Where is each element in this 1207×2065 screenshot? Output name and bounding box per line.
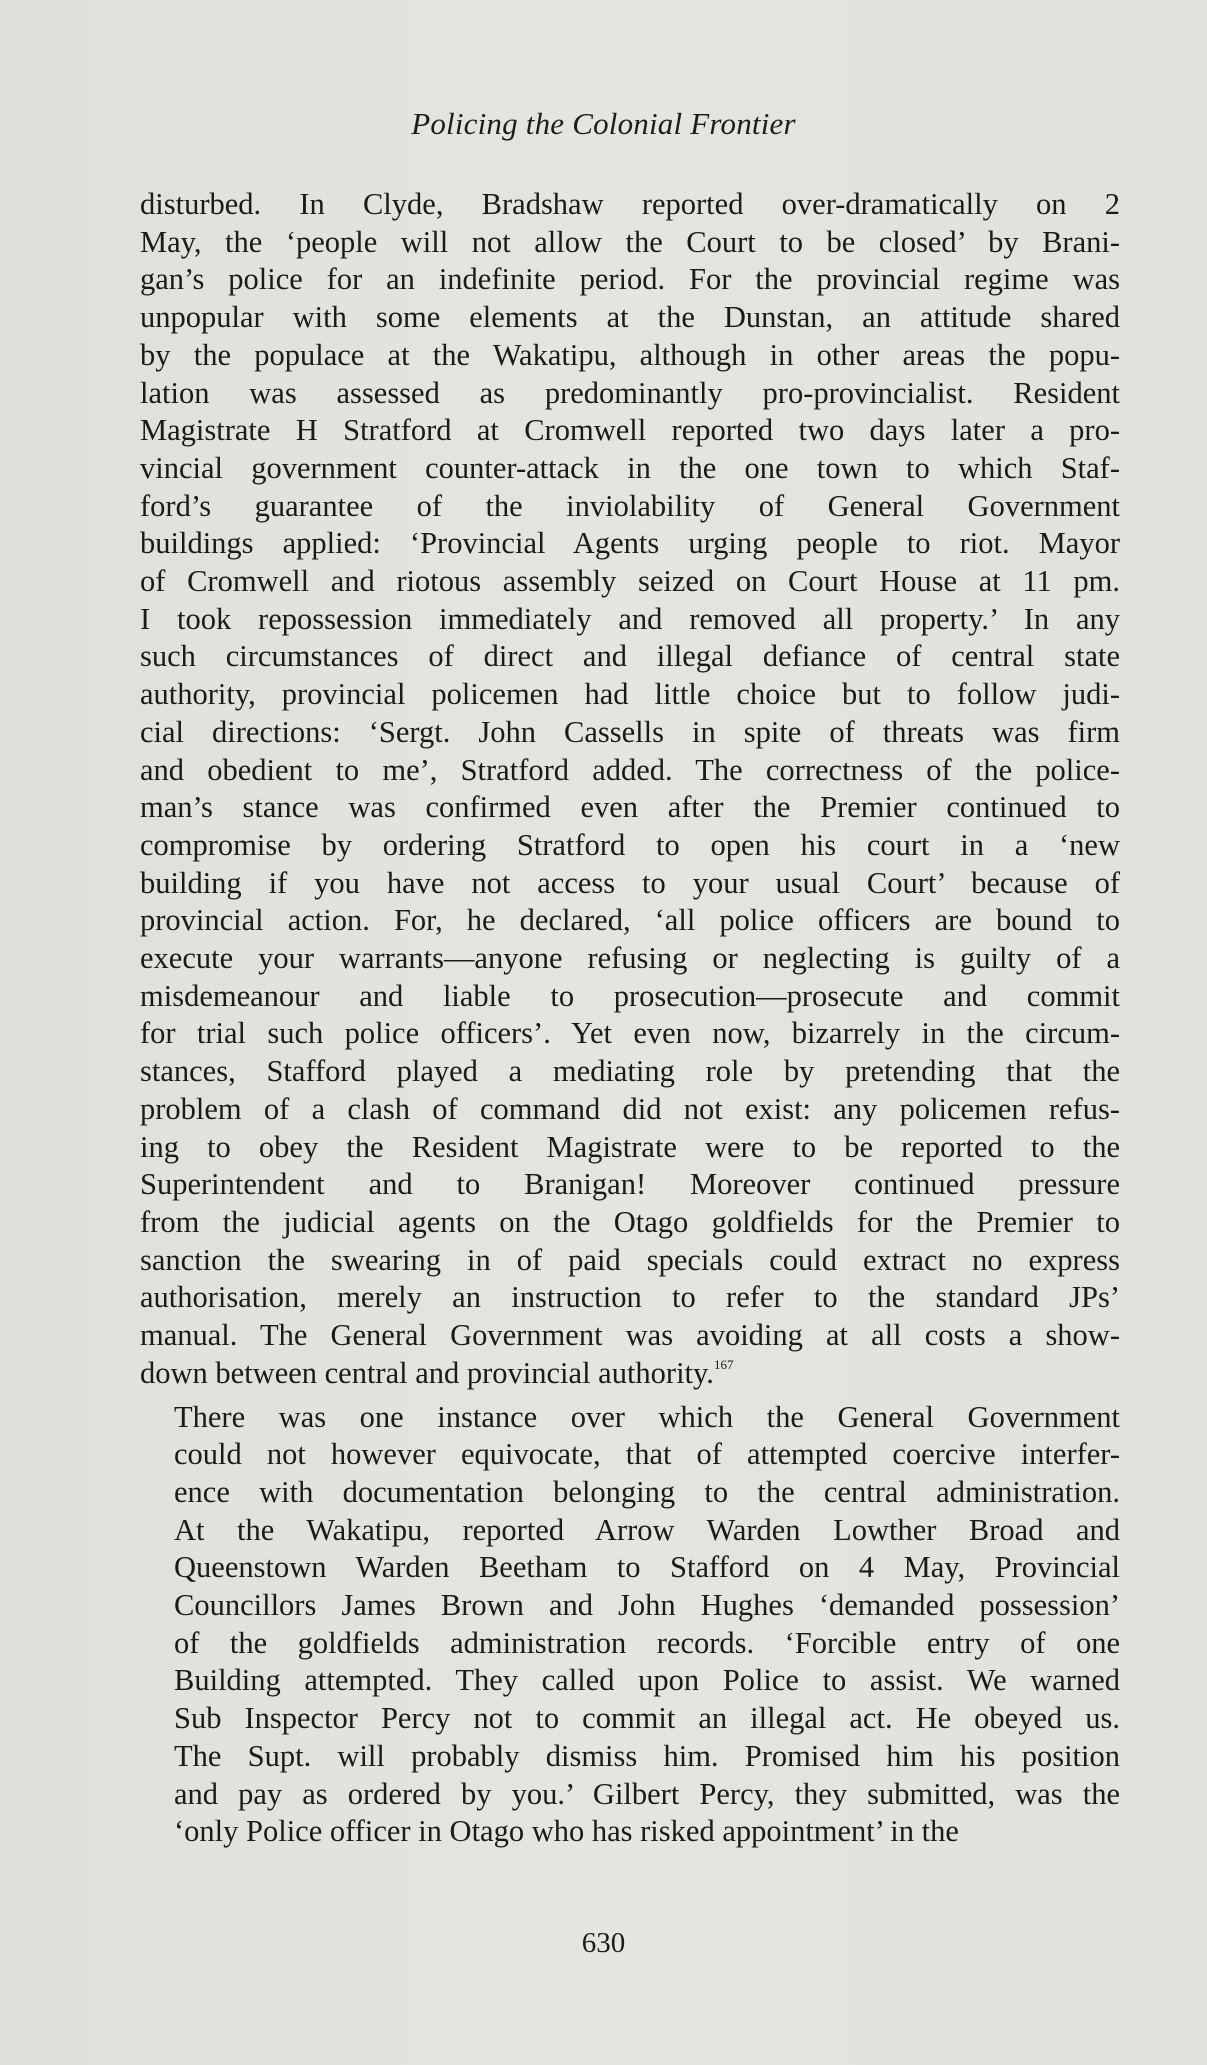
text-line: for trial such police officers’. Yet even now, bizarrely in the circum- [140, 1016, 1120, 1051]
text-line: man’s stance was confirmed even after the Premier continued to [140, 790, 1120, 825]
text-line: misdemeanour and liable to prosecution—prosecute and commit [140, 978, 1120, 1013]
text-line: sanction the swearing in of paid specials could extract no express [140, 1242, 1120, 1277]
text-line: execute your warrants—anyone refusing or neglecting is guilty of a [140, 941, 1120, 976]
text-line: Superintendent and to Branigan! Moreover continued pressure [140, 1167, 1120, 1202]
text-line: from the judicial agents on the Otago goldfields for the Premier to [140, 1204, 1120, 1239]
text-line: Queenstown Warden Beetham to Stafford on 4 May, Provincial [174, 1550, 1120, 1585]
text-line: Building attempted. They called upon Police to assist. We warned [174, 1663, 1120, 1698]
running-head: Policing the Colonial Frontier [411, 106, 796, 141]
paragraph [140, 186, 1120, 1393]
text-line: authority, provincial policemen had little choice but to follow judi- [140, 677, 1120, 712]
text-line: stances, Stafford played a mediating role by pretending that the [140, 1054, 1120, 1089]
text-line: buildings applied: ‘Provincial Agents urging people to riot. Mayor [140, 526, 1120, 561]
text-line: ford’s guarantee of the inviolability of General Government [140, 488, 1120, 523]
text-line: gan’s police for an indefinite period. For the provincial regime was [140, 262, 1120, 297]
text-line: The Supt. will probably dismiss him. Promised him his position [174, 1738, 1120, 1773]
text-line: could not however equivocate, that of attempted coercive interfer- [174, 1437, 1120, 1472]
text-line: manual. The General Government was avoiding at all costs a show- [140, 1318, 1120, 1353]
body-text [140, 186, 1120, 1851]
text-line: disturbed. In Clyde, Bradshaw reported over-dramatically on 2 [140, 187, 1120, 221]
text-line: At the Wakatipu, reported Arrow Warden Lowther Broad and [174, 1512, 1120, 1547]
text-line: unpopular with some elements at the Dunstan, an attitude shared [140, 300, 1120, 335]
text-line: by the populace at the Wakatipu, although in other areas the popu- [140, 337, 1120, 372]
page-number: 630 [581, 1927, 626, 1959]
text-line: ‘only Police officer in Otago who has risked appointment’ in the [174, 1814, 959, 1849]
text-line: building if you have not access to your usual Court’ because of [140, 865, 1120, 900]
text-line: ing to obey the Resident Magistrate were to be reported to the [140, 1129, 1120, 1164]
text-line: such circumstances of direct and illegal defiance of central state [140, 639, 1120, 674]
text-line: authorisation, merely an instruction to refer to the standard JPs’ [140, 1280, 1120, 1315]
text-line: of the goldfields administration records. ‘Forcible entry of one [174, 1625, 1120, 1660]
footnote-reference: 167 [713, 1356, 734, 1372]
paragraph [140, 1399, 1120, 1851]
text-line: of Cromwell and riotous assembly seized on Court House at 11 pm. [140, 564, 1120, 599]
text-line: There was one instance over which the General Government [174, 1399, 1120, 1434]
text-line: vincial government counter-attack in the one town to which Staf- [140, 450, 1120, 485]
text-line: Councillors James Brown and John Hughes ‘demanded possession’ [174, 1588, 1120, 1623]
text-line: cial directions: ‘Sergt. John Cassells in spite of threats was firm [140, 714, 1120, 749]
text-line: Sub Inspector Percy not to commit an illegal act. He obeyed us. [174, 1701, 1120, 1736]
text-line: I took repossession immediately and removed all property.’ In any [140, 601, 1120, 636]
text-line: down between central and provincial authority.$^{167}$ [140, 1355, 734, 1390]
text-line: and obedient to me’, Stratford added. The correctness of the police- [140, 752, 1120, 787]
text-line: compromise by ordering Stratford to open his court in a ‘new [140, 827, 1120, 862]
text-line: provincial action. For, he declared, ‘all police officers are bound to [140, 903, 1120, 938]
text-line: problem of a clash of command did not exist: any policemen refus- [140, 1091, 1120, 1126]
text-line: and pay as ordered by you.’ Gilbert Percy, they submitted, was the [174, 1776, 1120, 1811]
text-line: ence with documentation belonging to the central administration. [174, 1474, 1120, 1509]
text-line: lation was assessed as predominantly pro-provincialist. Resident [140, 375, 1120, 410]
text-line: May, the ‘people will not allow the Court to be closed’ by Brani- [140, 224, 1120, 259]
text-line: Magistrate H Stratford at Cromwell reported two days later a pro- [140, 413, 1120, 448]
